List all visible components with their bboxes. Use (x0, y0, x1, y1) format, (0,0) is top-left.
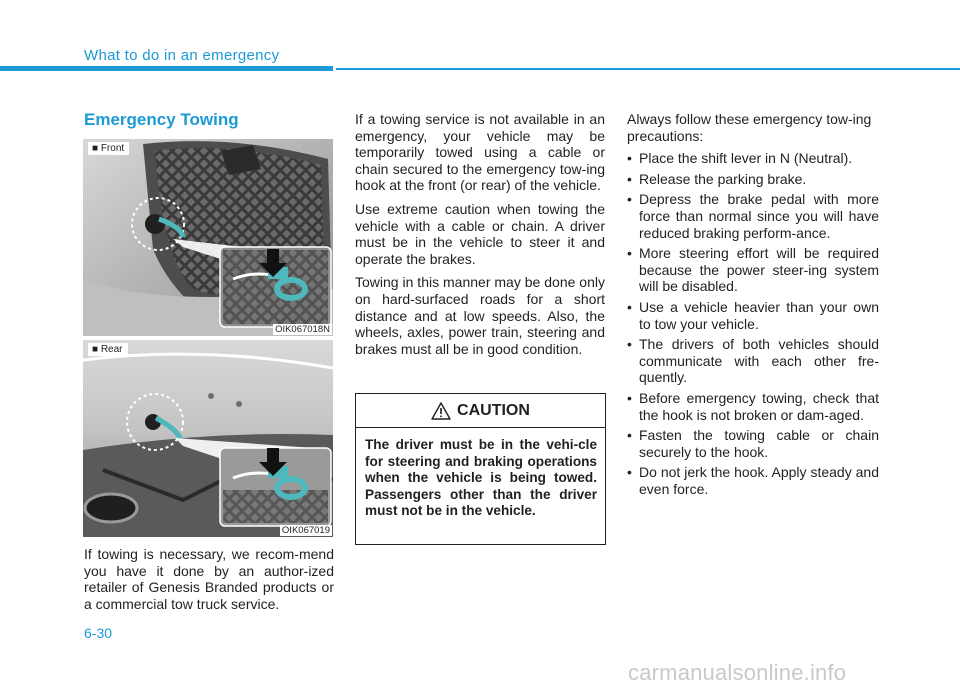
precautions-intro: Always follow these emergency tow-ing precautions: (627, 111, 872, 144)
rear-figure-code: OIK067019 (281, 525, 330, 536)
rear-figure-label: ■ Rear (88, 343, 128, 356)
section-title: Emergency Towing (84, 110, 239, 129)
list-item: • Use a vehicle heavier than your own to tow your vehicle. (627, 299, 879, 332)
front-bumper-illustration (83, 139, 333, 336)
paragraph: If a towing service is not available in an emergency, your vehicle may be temporarily towed using a cable or chain secured to the emergency tow-ing hook at the front (or rear) of the vehicle. (355, 111, 605, 194)
precautions-list (627, 150, 879, 497)
warning-triangle-icon (431, 402, 451, 420)
rear-tow-hook-figure (83, 340, 333, 537)
header-title: What to do in an emergency (84, 47, 280, 64)
page-number: 6-30 (84, 625, 113, 641)
column-3 (627, 111, 879, 501)
list-item: • Release the parking brake. (627, 171, 879, 188)
header-bar (0, 66, 333, 71)
column-2 (355, 111, 605, 364)
list-item: • Depress the brake pedal with more force than normal since you will have reduced braking perform-ance. (627, 191, 879, 241)
rear-bumper-illustration (83, 340, 333, 537)
list-item: • Place the shift lever in N (Neutral). (627, 150, 879, 167)
caution-text: The driver must be in the vehi-cle for steering and braking operations when the vehicle is being towed. Passengers other than the driver must not be in the vehicle. (365, 437, 597, 519)
caution-title: CAUTION (457, 401, 530, 419)
list-item: • Do not jerk the hook. Apply steady and even force. (627, 464, 879, 497)
caution-header (356, 394, 605, 428)
header-rule (336, 68, 960, 70)
paragraph: Use extreme caution when towing the vehicle with a cable or chain. A driver must be in the vehicle to steer it and operate the brakes. (355, 200, 605, 267)
watermark: carmanualsonline.info (628, 660, 847, 685)
paragraph: Towing in this manner may be done only on hard-surfaced roads for a short distance and at low speeds. Also, the wheels, axles, power train, steering and brakes must all be in good condition. (355, 274, 605, 357)
front-tow-hook-figure (83, 139, 333, 336)
towing-intro-paragraph: If towing is necessary, we recom-mend you have it done by an author-ized retailer of Genesis Branded products or a commercial tow truck service. (84, 546, 334, 612)
list-item: • The drivers of both vehicles should communicate with each other fre-quently. (627, 336, 879, 386)
front-figure-label: ■ Front (88, 142, 129, 155)
caution-box (355, 393, 606, 545)
list-item: • Fasten the towing cable or chain securely to the hook. (627, 427, 879, 460)
list-item: • More steering effort will be required because the power steer-ing system will be disabled. (627, 245, 879, 295)
list-item: • Before emergency towing, check that the hook is not broken or dam-aged. (627, 390, 879, 423)
front-figure-code: OIK067018N (275, 324, 330, 335)
